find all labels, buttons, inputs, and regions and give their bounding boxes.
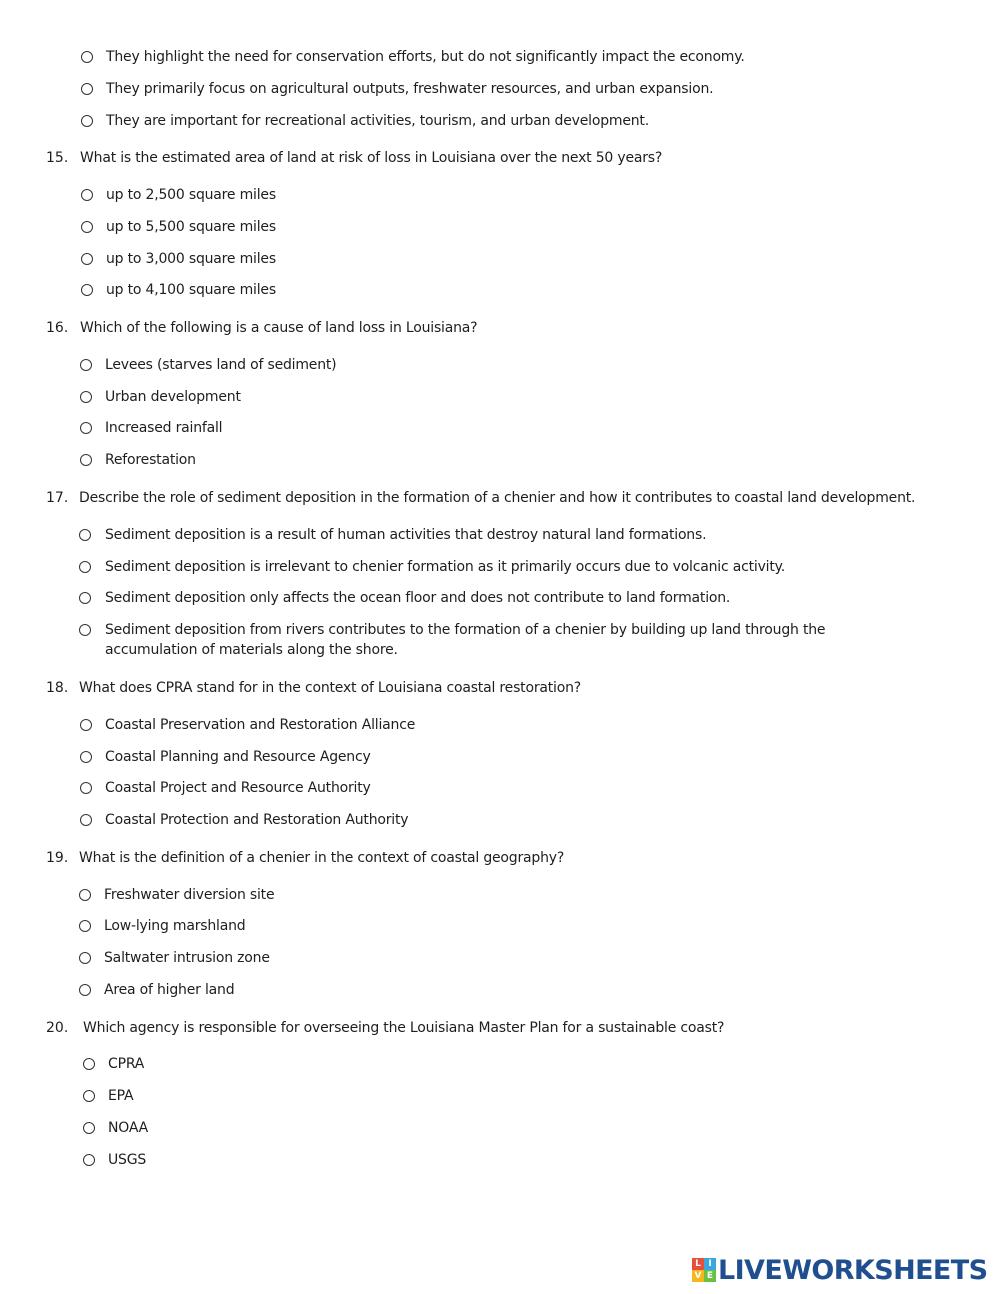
logo-text: LIVEWORKSHEETS: [718, 1254, 988, 1286]
question-number: 16.: [46, 320, 69, 336]
option-label[interactable]: up to 5,500 square miles: [106, 219, 276, 235]
option-label[interactable]: USGS: [108, 1152, 147, 1168]
question-text: Which of the following is a cause of land loss in Louisiana?: [80, 320, 478, 336]
radio-button[interactable]: [79, 889, 91, 901]
radio-button[interactable]: [80, 391, 92, 403]
option-label[interactable]: Coastal Planning and Resource Agency: [105, 749, 371, 765]
question-number: 20.: [46, 1020, 69, 1036]
radio-button[interactable]: [81, 115, 93, 127]
radio-button[interactable]: [80, 422, 92, 434]
radio-button[interactable]: [80, 454, 92, 466]
question-text: What is the estimated area of land at risk of loss in Louisiana over the next 50 years?: [80, 150, 663, 166]
logo-mark-letter: V: [692, 1270, 704, 1282]
option-label[interactable]: Coastal Project and Resource Authority: [105, 780, 371, 796]
option-label[interactable]: Saltwater intrusion zone: [104, 950, 270, 966]
radio-button[interactable]: [83, 1122, 95, 1134]
question-number: 17.: [46, 490, 69, 506]
option-label[interactable]: They are important for recreational activities, tourism, and urban development.: [106, 113, 649, 129]
question-text: Describe the role of sediment deposition in the formation of a chenier and how it contributes to coastal land development.: [79, 490, 916, 506]
option-label[interactable]: Sediment deposition from rivers contributes to the formation of a chenier by building up land through the accumulation of materials along the shore.: [105, 622, 826, 658]
option-label[interactable]: up to 4,100 square miles: [106, 282, 276, 298]
radio-button[interactable]: [79, 984, 91, 996]
radio-button[interactable]: [81, 284, 93, 296]
logo-mark-letter: I: [704, 1258, 716, 1270]
option-label[interactable]: Sediment deposition is a result of human activities that destroy natural land formations.: [105, 527, 707, 543]
question-number: 18.: [46, 680, 69, 696]
radio-button[interactable]: [83, 1154, 95, 1166]
option-label[interactable]: CPRA: [108, 1056, 145, 1072]
question-number: 19.: [46, 850, 69, 866]
option-label[interactable]: up to 3,000 square miles: [106, 251, 276, 267]
option-label[interactable]: NOAA: [108, 1120, 148, 1136]
question-text: What is the definition of a chenier in the context of coastal geography?: [79, 850, 565, 866]
radio-button[interactable]: [81, 221, 93, 233]
option-label[interactable]: They highlight the need for conservation efforts, but do not significantly impact the economy.: [106, 49, 745, 65]
radio-button[interactable]: [80, 359, 92, 371]
option-label[interactable]: Area of higher land: [104, 982, 235, 998]
option-label[interactable]: EPA: [108, 1088, 134, 1104]
option-label[interactable]: They primarily focus on agricultural outputs, freshwater resources, and urban expansion.: [106, 81, 714, 97]
radio-button[interactable]: [81, 189, 93, 201]
question-text: What does CPRA stand for in the context of Louisiana coastal restoration?: [79, 680, 582, 696]
question-text: Which agency is responsible for overseeing the Louisiana Master Plan for a sustainable coast?: [83, 1020, 725, 1036]
radio-button[interactable]: [79, 920, 91, 932]
radio-button[interactable]: [80, 814, 92, 826]
radio-button[interactable]: [80, 751, 92, 763]
radio-button[interactable]: [80, 782, 92, 794]
option-label[interactable]: Reforestation: [105, 452, 196, 468]
radio-button[interactable]: [79, 952, 91, 964]
radio-button[interactable]: [79, 529, 91, 541]
option-label[interactable]: Urban development: [105, 389, 241, 405]
option-label[interactable]: Low-lying marshland: [104, 918, 246, 934]
option-label[interactable]: Sediment deposition is irrelevant to chenier formation as it primarily occurs due to volcanic activity.: [105, 559, 785, 575]
option-label[interactable]: Sediment deposition only affects the ocean floor and does not contribute to land formation.: [105, 590, 731, 606]
option-label[interactable]: Increased rainfall: [105, 420, 223, 436]
radio-button[interactable]: [81, 253, 93, 265]
option-label[interactable]: Freshwater diversion site: [104, 887, 275, 903]
logo-mark-letter: E: [704, 1270, 716, 1282]
question-number: 15.: [46, 150, 69, 166]
radio-button[interactable]: [80, 719, 92, 731]
liveworksheets-logo: [692, 1253, 987, 1287]
radio-button[interactable]: [79, 624, 91, 636]
logo-mark-letter: L: [692, 1258, 704, 1270]
radio-button[interactable]: [81, 83, 93, 95]
option-label[interactable]: Coastal Protection and Restoration Authority: [105, 812, 409, 828]
radio-button[interactable]: [83, 1058, 95, 1070]
logo-mark-icon: [692, 1258, 716, 1282]
radio-button[interactable]: [79, 592, 91, 604]
radio-button[interactable]: [83, 1090, 95, 1102]
option-label[interactable]: up to 2,500 square miles: [106, 187, 276, 203]
radio-button[interactable]: [79, 561, 91, 573]
option-label[interactable]: Coastal Preservation and Restoration Alliance: [105, 717, 416, 733]
option-label[interactable]: Levees (starves land of sediment): [105, 357, 337, 373]
radio-button[interactable]: [81, 51, 93, 63]
